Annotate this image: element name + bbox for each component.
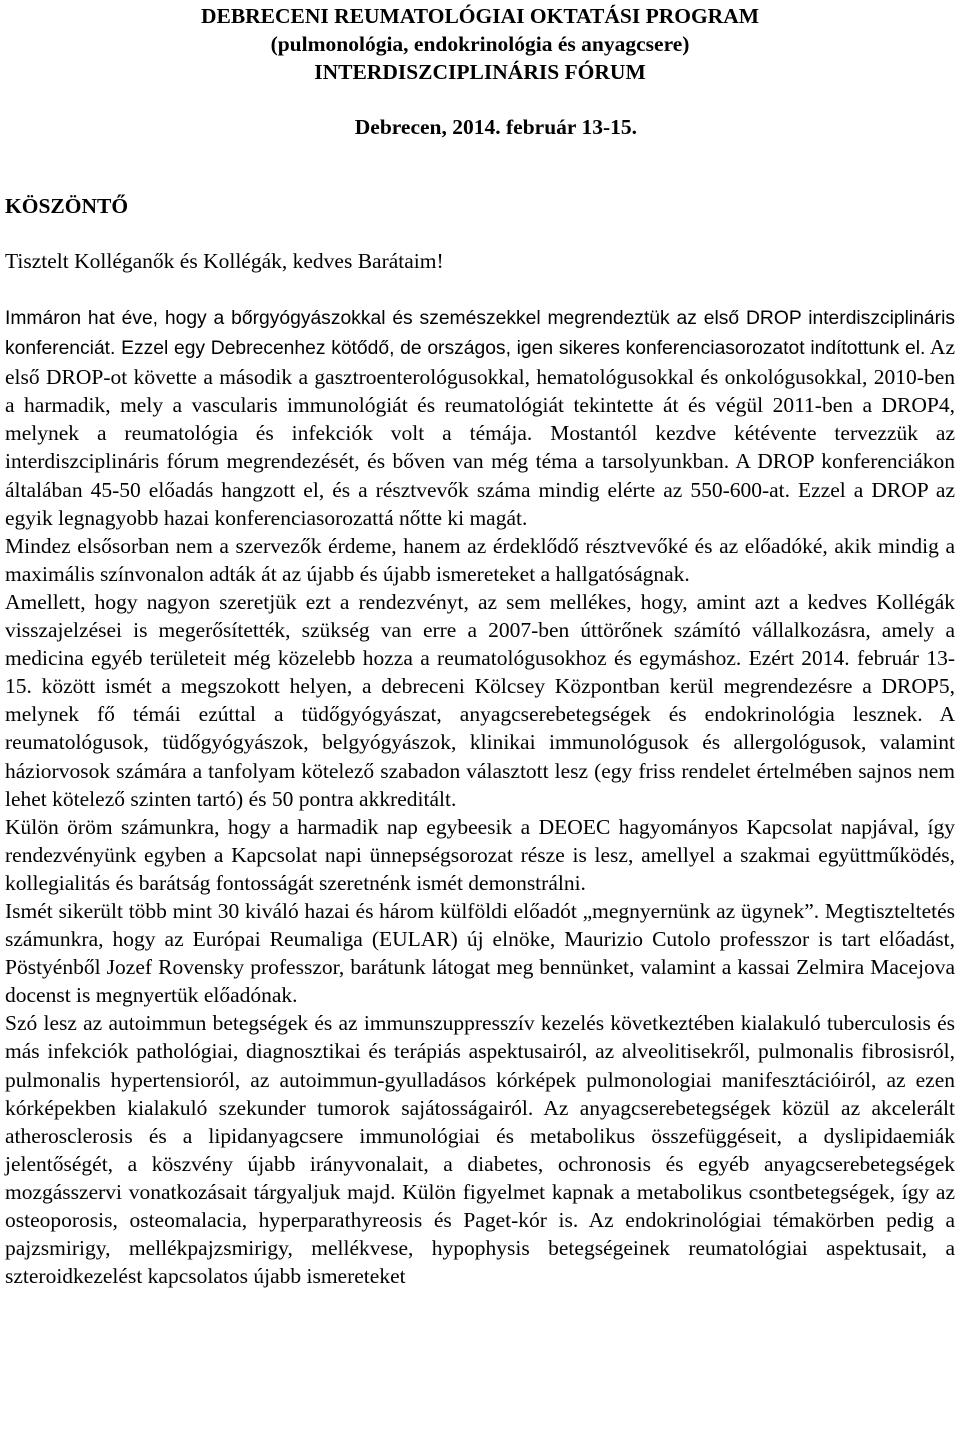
header-title-line: DEBRECENI REUMATOLÓGIAI OKTATÁSI PROGRAM — [200, 4, 760, 28]
paragraph-1 — [5, 303, 955, 532]
section-title: KÖSZÖNTŐ — [5, 194, 129, 218]
paragraph-6: Szó lesz az autoimmun betegségek és az immunszuppresszív kezelés következtében kialakuló tuberculosis és más infekciók pathológiai, diagnosztikai és terápiás aspektusairól, az alveolitisekről, pulmonalis fibrosisról, pulmonalis hypertensioról, az autoimmun-gyulladásos kórképek pulmonologiai manifesztációiról, az ezen kórképekben kialakuló szekunder tumorok sajátosságairól. Az anyagcserebetegségek közül az akcelerált atherosclerosis és a lipidanyagcsere immunológiai és metabolikus összefüggéseit, a dyslipidaemiák jelentőségét, a köszvény újabb irányvonalait, a diabetes, ochronosis és egyéb anyagcserebetegségek mozgásszervi vonatkozásait tárgyaljuk majd. Külön figyelmet kapnak a metabolikus csontbetegségek, így az osteoporosis, osteomalacia, hyperparathyreosis és Paget-kór is. Az endokrinológiai témakörben pedig a pajzsmirigy, mellékpajzsmirigy, mellékvese, hypophysis betegségeinek reumatológiai aspektusait, a szteroidkezelést kapcsolatos újabb ismereteket — [5, 1011, 955, 1289]
paragraph-4: Külön öröm számunkra, hogy a harmadik nap egybeesik a DEOEC hagyományos Kapcsolat napjával, így rendezvényünk egyben a Kapcsolat napi ünnepségsorozat része is lesz, amellyel a szakmai együttműködés, kollegialitás és barátság fontosságát szeretnénk ismét demonstrálni. — [5, 814, 955, 895]
paragraph-2: Mindez elsősorban nem a szervezők érdeme, hanem az érdeklődő résztvevőké és az előadóké, akik mindig a maximális színvonalon adták át az újabb és újabb ismereteket a hallgatóságnak. — [5, 533, 955, 586]
paragraph-1-intro: Immáron hat éve, hogy a bőrgyógyászokkal és szemészekkel megrendeztük az első DROP interdiszciplináris konferenciát. Ezzel egy Debrecenhez kötődő, de országos, igen sikeres konferenciasorozatot indítottunk el. — [5, 308, 955, 360]
header-forum-line: INTERDISZCIPLINÁRIS FÓRUM — [314, 60, 646, 84]
paragraph-3: Amellett, hogy nagyon szeretjük ezt a rendezvényt, az sem mellékes, hogy, amint azt a kedves Kollégák visszajelzései is megerősítették, szükség van erre a 2007-ben úttörőnek számító vállalkozásra, amely a medicina egyéb területeit még közelebb hozza a reumatológusokhoz és egymáshoz. Ezért 2014. február 13-15. között ismét a megszokott helyen, a debreceni Kölcsey Központban kerül megrendezésre a DROP5, melynek fő témái ezúttal a tüdőgyógyászat, anyagcserebetegségek és endokrinológia lesznek. A reumatológusok, tüdőgyógyászok, belgyógyászok, klinikai immunológusok és allergológusok, valamint háziorvosok számára a tanfolyam kötelező szabadon választott lesz (egy friss rendelet értelmében sajnos nem lehet kötelező szinten tartó) és 50 pontra akkreditált. — [5, 589, 955, 811]
header-subtitle-line: (pulmonológia, endokrinológia és anyagcsere) — [270, 32, 690, 56]
salutation: Tisztelt Kolléganők és Kollégák, kedves Barátaim! — [5, 249, 444, 273]
document-header — [5, 0, 955, 86]
document-page — [5, 0, 955, 1290]
paragraph-5: Ismét sikerült több mint 30 kiváló hazai és három külföldi előadót „megnyernünk az ügynek”. Megtiszteltetés számunkra, hogy az Európai Reumaliga (EULAR) új elnöke, Maurizio Cutolo professzor is tart előadást, Pöstyénből Jozef Rovensky professzor, barátunk látogat meg bennünket, valamint a kassai Zelmira Macejova docenst is megnyertük előadónak. — [5, 898, 955, 1008]
body-text — [5, 303, 955, 1290]
paragraph-1-rest: Az első DROP-ot követte a második a gasztroenterológusokkal, hematológusokkal és onkológusokkal, 2010-ben a harmadik, mely a vascularis immunológiát és reumatológiát tekintette át és végül 2011-ben a DROP4, melynek a reumatológia és infekciók volt a témája. Mostantól kezdve kétévente tervezzük az interdiszciplináris fórum megrendezését, és bőven van még téma a tarsolyunkban. A DROP konferenciákon általában 45-50 előadás hangzott el, és a résztvevők száma mindig elérte az 550-600-at. Ezzel a DROP az egyik legnagyobb hazai konferenciasorozattá nőtte ki magát. — [5, 335, 955, 530]
event-date: Debrecen, 2014. február 13-15. — [354, 115, 637, 139]
